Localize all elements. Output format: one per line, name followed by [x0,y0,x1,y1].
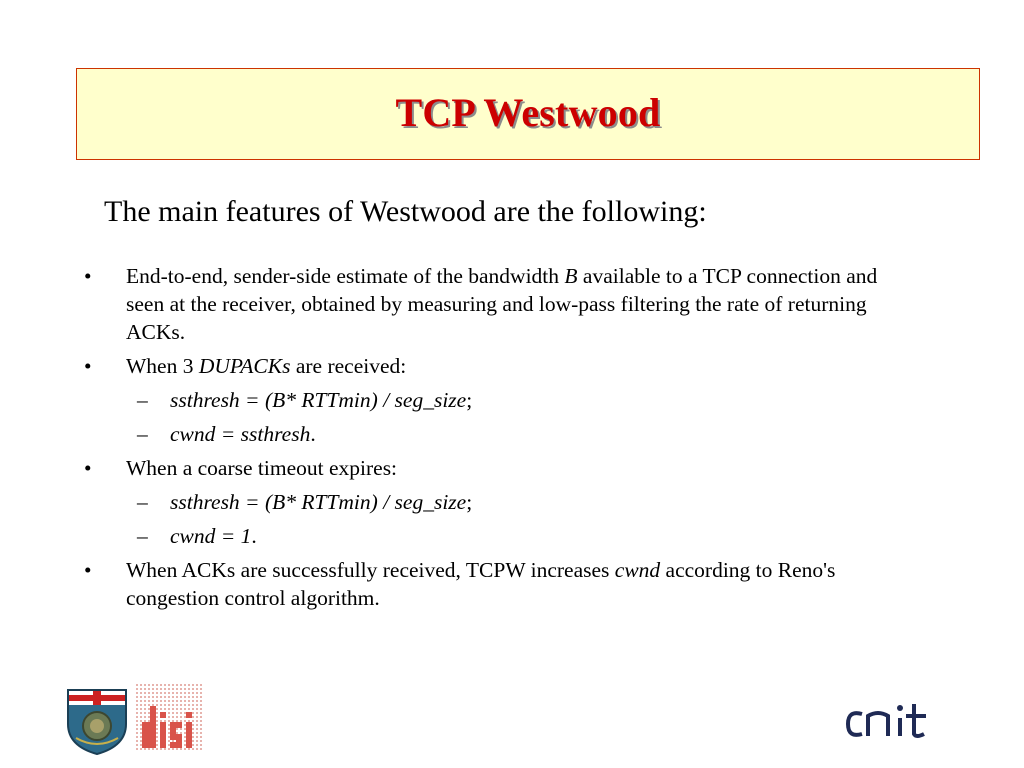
bullet-text: When a coarse timeout expires: [126,456,398,480]
sub-bullet-item [137,386,914,414]
bullet-marker: • [84,558,92,582]
bullet-item [84,262,914,346]
sub-bullet-marker: – [137,524,148,548]
bullet-marker: • [84,264,92,288]
bullet-marker: • [84,456,92,480]
bullet-marker: • [84,354,92,378]
sub-bullet-text: cwnd = 1. [170,524,257,548]
bullet-list [84,262,914,618]
bullet-text: When ACKs are successfully received, TCPW increases cwnd according to Reno's congestion control algorithm. [126,558,836,610]
disi-logo [136,684,202,752]
bullet-item [84,352,914,380]
title-box [76,68,980,160]
sub-bullet-text: ssthresh = (B* RTTmin) / seg_size; [170,490,473,514]
bullet-text: End-to-end, sender-side estimate of the bandwidth B available to a TCP connection and seen at the receiver, obtained by measuring and low-pass filtering the rate of returning ACKs. [126,264,878,344]
bullet-text: When 3 DUPACKs are received: [126,354,407,378]
intro-text: The main features of Westwood are the following: [104,195,707,228]
sub-bullet-marker: – [137,388,148,412]
bullet-item [84,556,914,612]
sub-bullet-item [137,488,914,516]
cnit-logo [842,696,938,740]
university-crest-logo [66,684,128,756]
bullet-item [84,454,914,482]
slide-title: TCP Westwood [395,89,661,135]
sub-bullet-text: ssthresh = (B* RTTmin) / seg_size; [170,388,473,412]
sub-bullet-item [137,522,914,550]
sub-bullet-text: cwnd = ssthresh. [170,422,316,446]
sub-bullet-marker: – [137,490,148,514]
sub-bullet-marker: – [137,422,148,446]
sub-bullet-item [137,420,914,448]
